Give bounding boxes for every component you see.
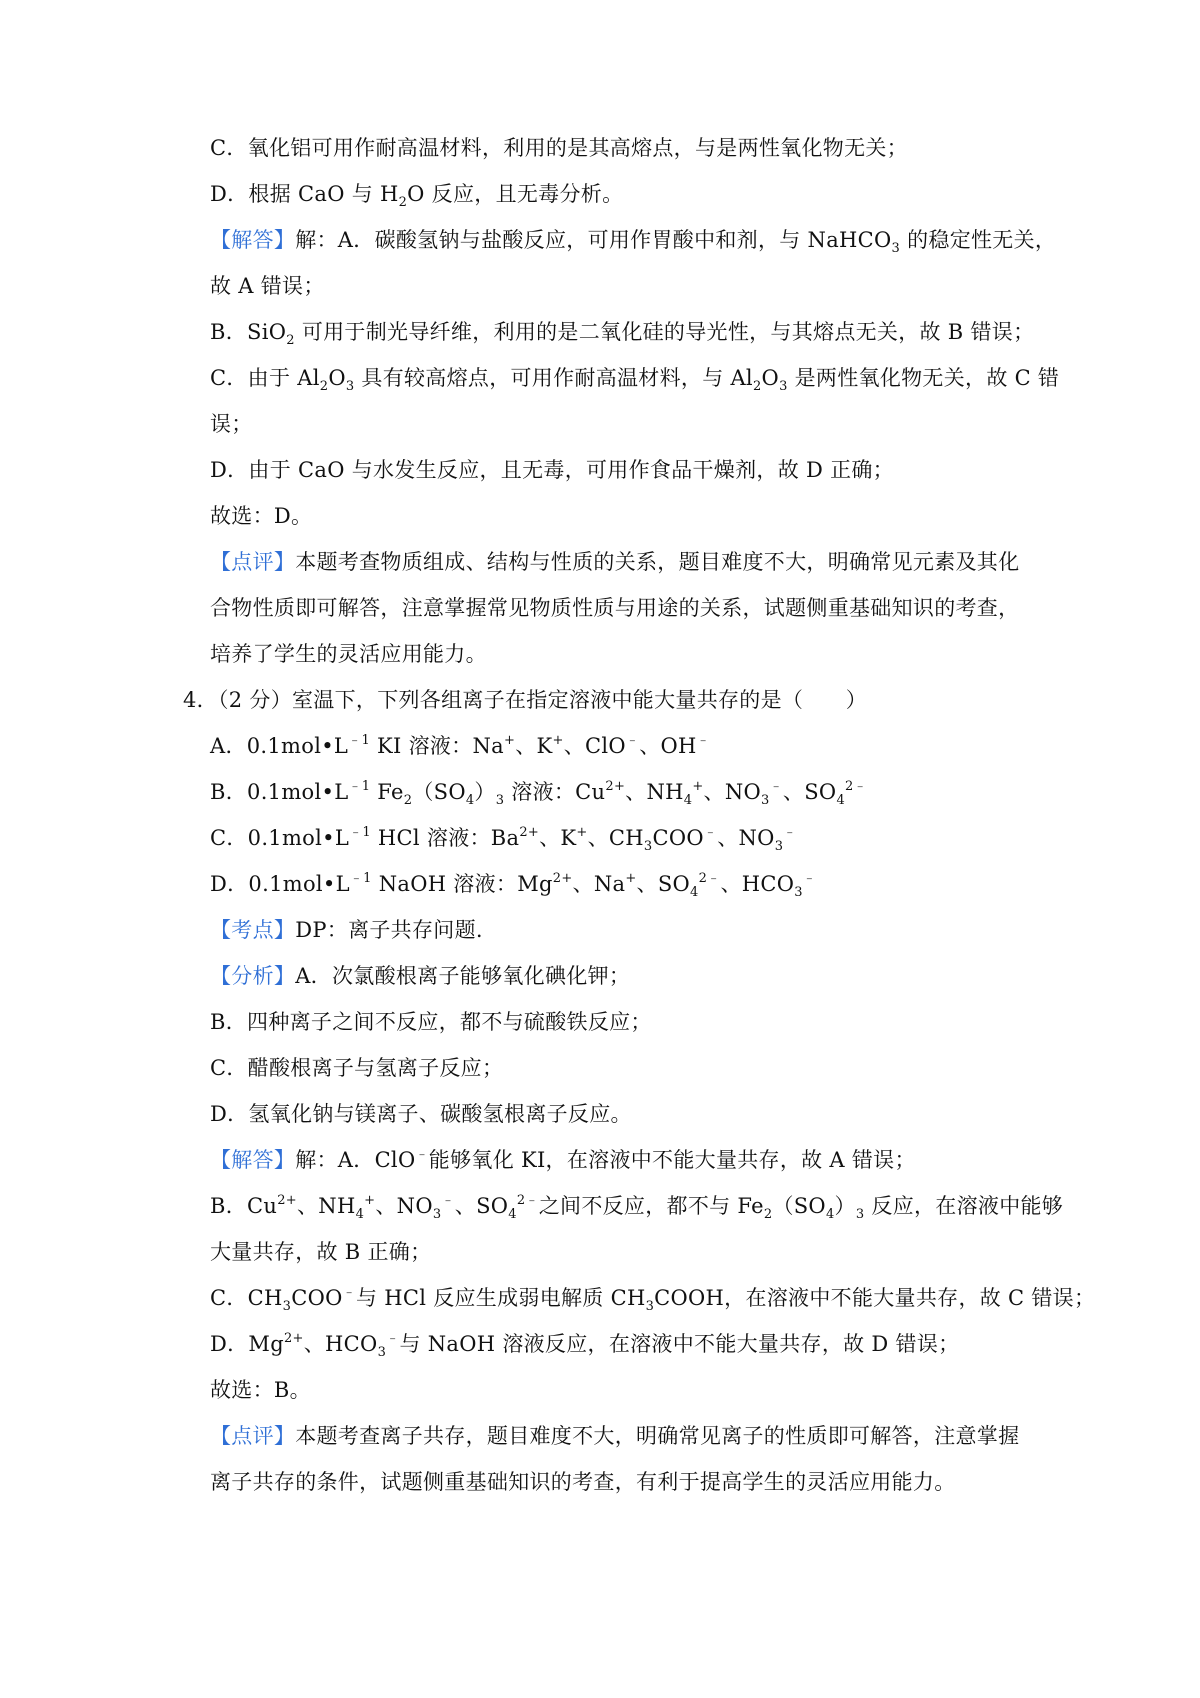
text-span: A．次氯酸根离子能够氧化碘化钾； [295,964,631,988]
text-span: 、HCO [303,1332,378,1356]
text-span: 可用于制光导纤维，利用的是二氧化硅的导光性，与其熔点无关，故 B 错误； [294,320,1035,344]
text-line [210,179,1030,209]
text-span: B．0.1mol•L [210,780,349,804]
text-span: 、K [515,734,553,758]
text-span: C．由于 Al [210,366,320,390]
text-line [210,593,1030,623]
text-span: D．根据 CaO 与 H [210,182,399,206]
text-line [210,455,1030,485]
text-span: 本题考查物质组成、结构与性质的关系，题目难度不大，明确常见元素及其化 [295,550,1020,574]
text-span: 故选：D。 [210,504,313,528]
text-span: 、SO [454,1194,509,1218]
text-span: KI 溶液：Na [370,734,504,758]
text-span: 、NO [703,780,762,804]
subscript: 3 [432,1207,442,1222]
subscript: 4 [683,793,693,808]
text-span: 4．（2 分）室温下，下列各组离子在指定溶液中能大量共存的是（ ） [183,688,868,712]
text-span: Fe [370,780,404,804]
subscript: 2 [286,333,295,348]
text-span: 、NH [625,780,684,804]
text-span: 是两性氧化物无关，故 C 错 [787,366,1060,390]
text-span: COOH，在溶液中不能大量共存，故 C 错误； [654,1286,1096,1310]
text-span: 、NO [717,826,775,850]
text-line [210,1007,1030,1037]
text-line [210,1467,1030,1497]
text-span: 、NO [375,1194,433,1218]
subscript: 4 [690,885,699,900]
text-span: 、Na [572,872,626,896]
subscript: 2 [319,379,329,394]
superscript: + [692,779,704,794]
superscript: ﹣ [625,733,640,748]
text-line [210,961,1030,991]
text-line [210,823,1030,853]
text-span: O 反应，且无毒分析。 [407,182,624,206]
section-tag: 【解答】 [210,228,296,252]
text-span: 、SO [636,872,691,896]
superscript: 2﹣ [845,779,867,794]
superscript: ﹣ [415,1147,429,1162]
section-tag: 【解答】 [210,1148,296,1172]
superscript: + [503,733,516,748]
text-line [210,363,1060,394]
text-line [210,869,1030,899]
superscript: ﹣ [769,779,783,794]
subscript: 3 [495,793,505,808]
subscript: 3 [282,1299,292,1314]
text-line [210,1237,1030,1267]
superscript: ﹣1 [349,825,371,840]
subscript: 3 [891,241,901,256]
text-span: HCl 溶液：Ba [370,826,520,850]
superscript: ﹣ [783,825,797,840]
text-span: 合物性质即可解答，注意掌握常见物质性质与用途的关系，试题侧重基础知识的考查， [210,596,1020,620]
section-tag: 【考点】 [210,918,296,942]
subscript: 3 [761,793,770,808]
subscript: 2 [763,1207,773,1222]
text-span: 溶液：Cu [504,780,606,804]
superscript: 2﹣ [698,871,721,886]
superscript: 2+ [552,871,573,886]
text-span: B．Cu [210,1194,278,1218]
superscript: + [552,733,564,748]
text-span: D．由于 CaO 与水发生反应，且无毒，可用作食品干燥剂，故 D 正确； [210,458,894,482]
text-line [210,409,1030,439]
text-span: 与 HCl 反应生成弱电解质 CH [355,1286,646,1310]
section-tag: 【分析】 [210,964,296,988]
superscript: + [625,871,637,886]
text-line [210,1375,1030,1405]
text-line [210,1421,1030,1451]
text-span: 离子共存的条件，试题侧重基础知识的考查，有利于提高学生的灵活应用能力。 [210,1470,956,1494]
superscript: 2+ [605,779,626,794]
superscript: + [364,1193,376,1208]
text-line [210,271,1030,301]
subscript: 2 [752,379,762,394]
text-span: 、ClO [563,734,626,758]
text-span: 解：A．碳酸氢钠与盐酸反应，可用作胃酸中和剂，与 NaHCO [295,228,892,252]
subscript: 4 [465,793,475,808]
superscript: 2+ [283,1331,304,1346]
text-span: ） [834,1194,856,1218]
text-span: 之间不反应，都不与 Fe [538,1194,764,1218]
text-span: NaOH 溶液：Mg [371,872,553,896]
text-line [210,1053,1030,1083]
text-span: （SO [772,1194,826,1218]
question-title [183,685,1003,715]
text-span: 、OH [639,734,697,758]
text-line [210,777,1030,807]
text-span: B．四种离子之间不反应，都不与硫酸铁反应； [210,1010,652,1034]
superscript: ﹣1 [348,733,371,748]
text-span: COO [291,1286,343,1310]
text-span: C．CH [210,1286,283,1310]
text-span: 的稳定性无关， [900,228,1057,252]
text-line [210,133,1030,163]
text-span: 误； [210,412,253,436]
text-span: 大量共存，故 B 正确； [210,1240,432,1264]
text-line [210,547,1030,577]
subscript: 2 [398,195,408,210]
subscript: 3 [779,379,788,394]
text-span: 具有较高熔点，可用作耐高温材料，与 Al [354,366,753,390]
text-span: D．0.1mol•L [210,872,350,896]
text-line [210,1145,1030,1175]
text-line [210,1329,1030,1359]
superscript: ﹣ [342,1285,356,1300]
subscript: 4 [355,1207,365,1222]
subscript: 2 [403,793,413,808]
text-span: 本题考查离子共存，题目难度不大，明确常见离子的性质即可解答，注意掌握 [295,1424,1020,1448]
superscript: ﹣ [441,1193,455,1208]
subscript: 4 [508,1207,517,1222]
text-span: D．Mg [210,1332,284,1356]
text-line [210,1283,1096,1314]
subscript: 3 [643,839,653,854]
text-span: 解：A．ClO [295,1148,416,1172]
text-span: （SO [412,780,466,804]
superscript: ﹣ [802,871,817,886]
text-line [210,1191,1064,1222]
text-span: O [328,366,346,390]
text-line [210,915,1030,945]
subscript: 4 [825,1207,835,1222]
text-line [210,639,1030,669]
text-span: ） [474,780,496,804]
superscript: ﹣ [386,1331,400,1346]
text-span: 故 A 错误； [210,274,325,298]
text-span: 故选：B。 [210,1378,311,1402]
text-line [210,317,1035,348]
text-span: COO [652,826,704,850]
section-tag: 【点评】 [210,1424,296,1448]
text-span: A．0.1mol•L [210,734,349,758]
text-line [210,731,1030,761]
text-span: C．氧化铝可用作耐高温材料，利用的是其高熔点，与是两性氧化物无关； [210,136,908,160]
subscript: 3 [855,1207,865,1222]
superscript: + [576,825,588,840]
text-line [210,501,1030,531]
superscript: ﹣1 [349,871,372,886]
text-span: D．氢氧化钠与镁离子、碳酸氢根离子反应。 [210,1102,632,1126]
superscript: 2+ [277,1193,297,1208]
subscript: 3 [774,839,784,854]
text-span: DP：离子共存问题. [295,918,483,942]
text-line [210,225,1057,256]
text-span: 、CH [587,826,644,850]
superscript: 2+ [519,825,540,840]
text-span: 、HCO [720,872,795,896]
text-span: 、SO [782,780,837,804]
section-tag: 【点评】 [210,550,296,574]
subscript: 4 [836,793,846,808]
subscript: 3 [645,1299,655,1314]
text-span: B．SiO [210,320,287,344]
subscript: 3 [345,379,355,394]
text-span: O [761,366,780,390]
text-span: 与 NaOH 溶液反应，在溶液中不能大量共存，故 D 错误； [399,1332,960,1356]
subscript: 3 [794,885,803,900]
text-span: C．0.1mol•L [210,826,350,850]
superscript: ﹣1 [348,779,371,794]
text-span: C．醋酸根离子与氢离子反应； [210,1056,504,1080]
superscript: ﹣ [703,825,718,840]
text-span: 、NH [297,1194,356,1218]
superscript: 2﹣ [516,1193,539,1208]
text-span: 、K [539,826,577,850]
superscript: ﹣ [696,733,710,748]
text-line [210,1099,1030,1129]
text-span: 培养了学生的灵活应用能力。 [210,642,487,666]
subscript: 3 [377,1345,387,1360]
text-span: 反应，在溶液中能够 [864,1194,1064,1218]
text-span: 能够氧化 KI，在溶液中不能大量共存，故 A 错误； [428,1148,916,1172]
